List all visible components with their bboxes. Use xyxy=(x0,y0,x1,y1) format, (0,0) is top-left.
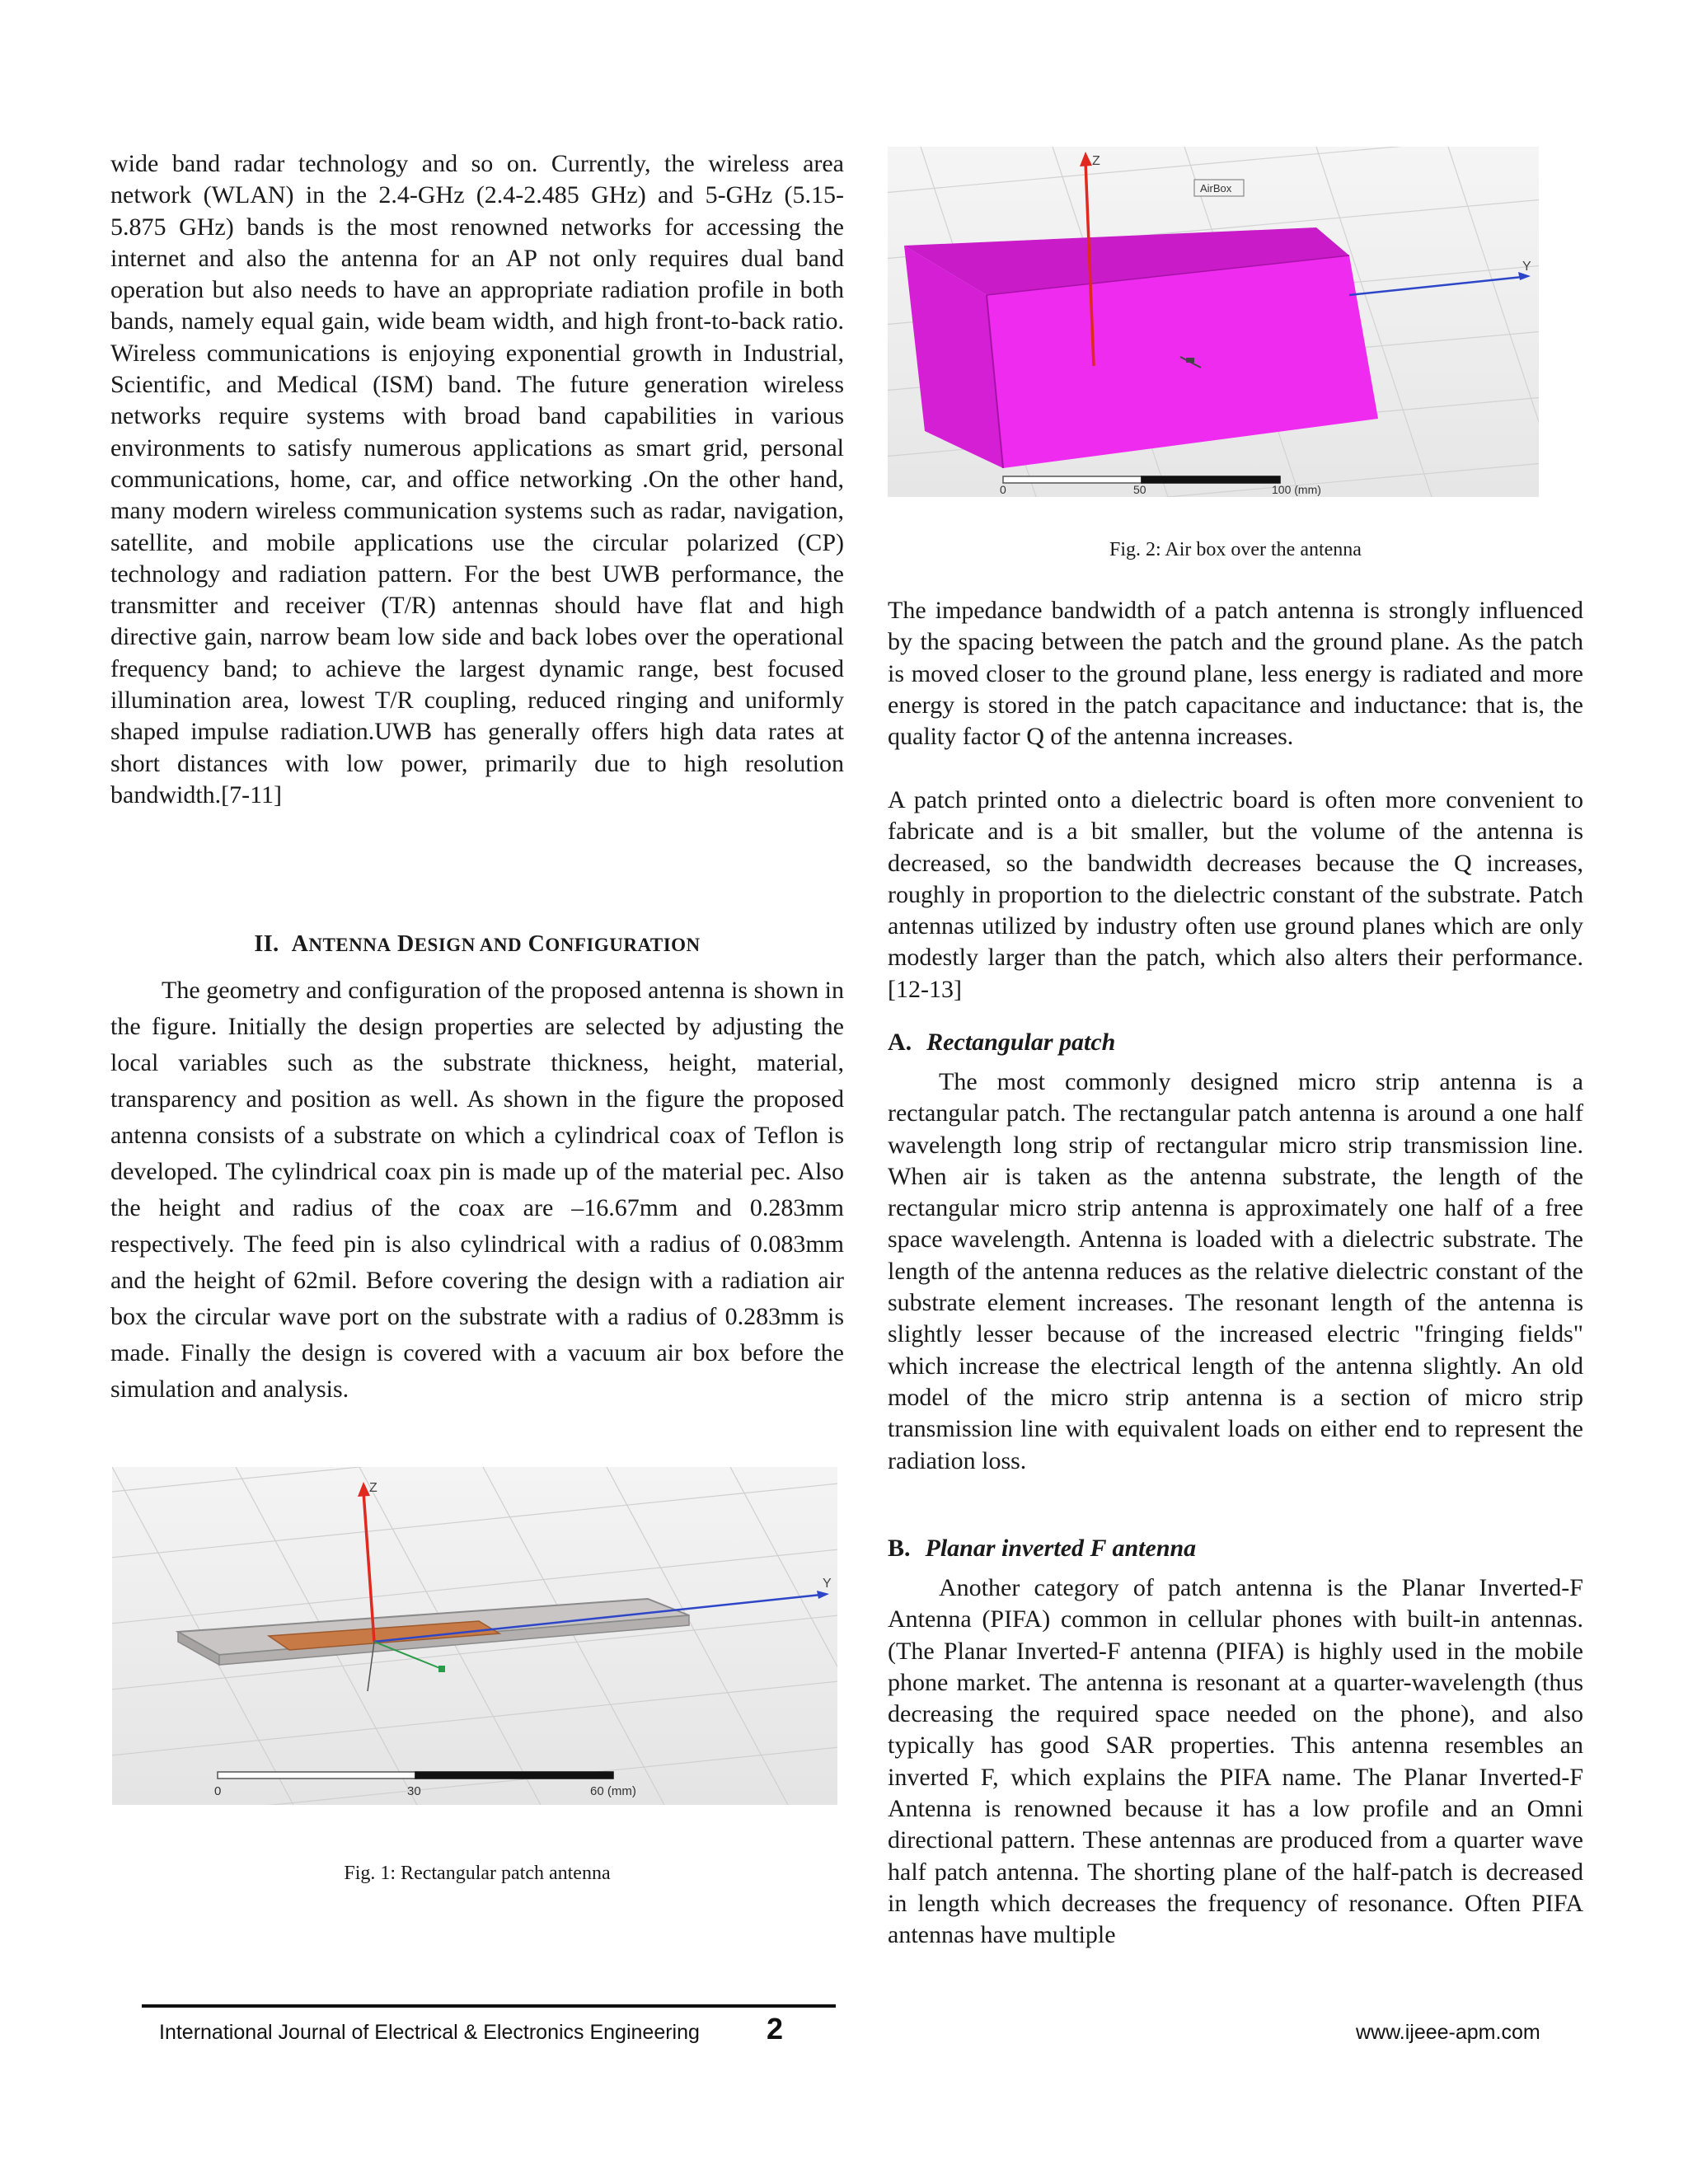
figure-1-caption: Fig. 1: Rectangular patch antenna xyxy=(344,1863,611,1884)
right-paragraph-2: A patch printed onto a dielectric board is often more convenient to fabricate and is a bit smaller, but the volume of the antenna is decreased, so the bandwidth decreases because the Q increases, roughly in proportion to the dielectric constant of the substrate. Patch antennas utilized by industry often use ground planes which are only modestly larger than the patch, which also alters their performance.[12-13] xyxy=(888,786,1583,1003)
svg-text:30: 30 xyxy=(407,1784,421,1798)
figure-2-image xyxy=(888,147,1539,497)
z-axis-label: Z xyxy=(369,1481,377,1495)
footer-url: www.ijeee-apm.com xyxy=(1356,2021,1540,2044)
origin-marker xyxy=(438,1666,445,1672)
section-heading-antenna-design: II. ANTENNA DESIGN AND CONFIGURATION xyxy=(254,931,701,957)
figure-2-caption: Fig. 2: Air box over the antenna xyxy=(1109,539,1362,560)
subsection-a-heading: A. Rectangular patch xyxy=(888,1029,1116,1056)
footer-journal-name: International Journal of Electrical & Electronics Engineering xyxy=(159,2021,700,2044)
svg-text:AirBox: AirBox xyxy=(1200,182,1232,194)
subsection-b-heading: B. Planar inverted F antenna xyxy=(888,1535,1197,1562)
right-paragraph-1: The impedance bandwidth of a patch antenna is strongly influenced by the spacing between the patch and the ground plane. As the patch is moved closer to the ground plane, less energy is radiated and more energy is stored in the patch capacitance and inductance: that is, the quality factor Q of the antenna increases. xyxy=(888,597,1583,751)
figure-1-rectangular-patch xyxy=(112,1467,837,1805)
right-paragraph-4: Another category of patch antenna is the Planar Inverted-F Antenna (PIFA) common in cellular phones with built-in antennas. (The Planar Inverted-F antenna (PIFA) is highly used in the mobile phone market. The antenna is resonant at a quarter-wavelength (thus decreasing the required space needed on the phone), and also typically has good SAR properties. This antenna resembles an inverted F, which explains the PIFA name. The Planar Inverted-F Antenna is renowned because it has a low profile and an Omni directional pattern. These antennas are produced from a quarter wave half patch antenna. The shorting plane of the half-patch is decreased in length which decreases the frequency of resonance. Often PIFA antennas have multiple xyxy=(888,1574,1583,1949)
z-axis-label: Z xyxy=(1092,154,1100,168)
footer-rule xyxy=(142,2004,836,2008)
y-axis-label: Y xyxy=(1522,260,1531,274)
figure-1-image xyxy=(112,1467,837,1805)
figure-2-air-box xyxy=(888,147,1539,497)
right-paragraph-3: The most commonly designed micro strip antenna is a rectangular patch. The rectangular patch antenna is around a one half wavelength long strip of rectangular micro strip transmission line. When air is taken as the antenna substrate, the length of the rectangular micro strip antenna is approximately one half of a free space wavelength. Antenna is loaded with a dielectric substrate. The length of the antenna reduces as the relative dielectric constant of the substrate element increases. The resonant length of the antenna is slightly lesser because of the increased electric "fringing fields" which increase the electrical length of the antenna slightly. An old model of the micro strip antenna is a section of micro strip transmission line with equivalent loads on either end to represent the radiation loss. xyxy=(888,1068,1583,1474)
footer-page-number: 2 xyxy=(767,2012,784,2046)
svg-text:100 (mm): 100 (mm) xyxy=(1272,483,1321,496)
airbox-label-tag xyxy=(1194,180,1244,196)
svg-text:60 (mm): 60 (mm) xyxy=(590,1784,636,1798)
svg-text:0: 0 xyxy=(1000,483,1006,496)
svg-text:0: 0 xyxy=(214,1784,222,1798)
y-axis-label: Y xyxy=(823,1577,832,1591)
svg-text:50: 50 xyxy=(1133,483,1146,496)
left-paragraph-2: The geometry and configuration of the proposed antenna is shown in the figure. Initially the design properties are selected by adjusting the local variables such as the substrate thickness, height, material, transparency and position as well. As shown in the figure the proposed antenna consists of a substrate on which a cylindrical coax of Teflon is developed. The cylindrical coax pin is made up of the material pec. Also the height and radius of the coax are –16.67mm and 0.283mm respectively. The feed pin is also cylindrical with a radius of 0.083mm and the height of 62mil. Before covering the design with a radiation air box the circular wave port on the substrate with a radius of 0.283mm is made. Finally the design is covered with a vacuum air box before the simulation and analysis. xyxy=(110,977,844,1403)
left-paragraph-1: wide band radar technology and so on. Currently, the wireless area network (WLAN) in the 2.4-GHz (2.4-2.485 GHz) and 5-GHz (5.15-5.875 GHz) bands is the most renowned networks for accessing the internet and also the antenna for an AP not only requires dual band operation but also needs to have an appropriate radiation profile in both bands, namely equal gain, wide beam width, and high front-to-back ratio. Wireless communications is enjoying exponential growth in Industrial, Scientific, and Medical (ISM) band. The future generation wireless networks require systems with broad band capabilities in various environments to satisfy numerous applications as smart grid, personal communications, home, car, and office networking .On the other hand, many modern wireless communication systems such as radar, navigation, satellite, and mobile applications use the circular polarized (CP) technology and radiation pattern. For the best UWB performance, the transmitter and receiver (T/R) antennas should have flat and high directive gain, narrow beam low side and back lobes over the operational frequency band; to achieve the largest dynamic range, best focused illumination area, lowest T/R coupling, reduced ringing and uniformly shaped impulse radiation.UWB has generally offers high data rates at short distances with low power, primarily due to high resolution bandwidth.[7-11] xyxy=(110,150,844,808)
